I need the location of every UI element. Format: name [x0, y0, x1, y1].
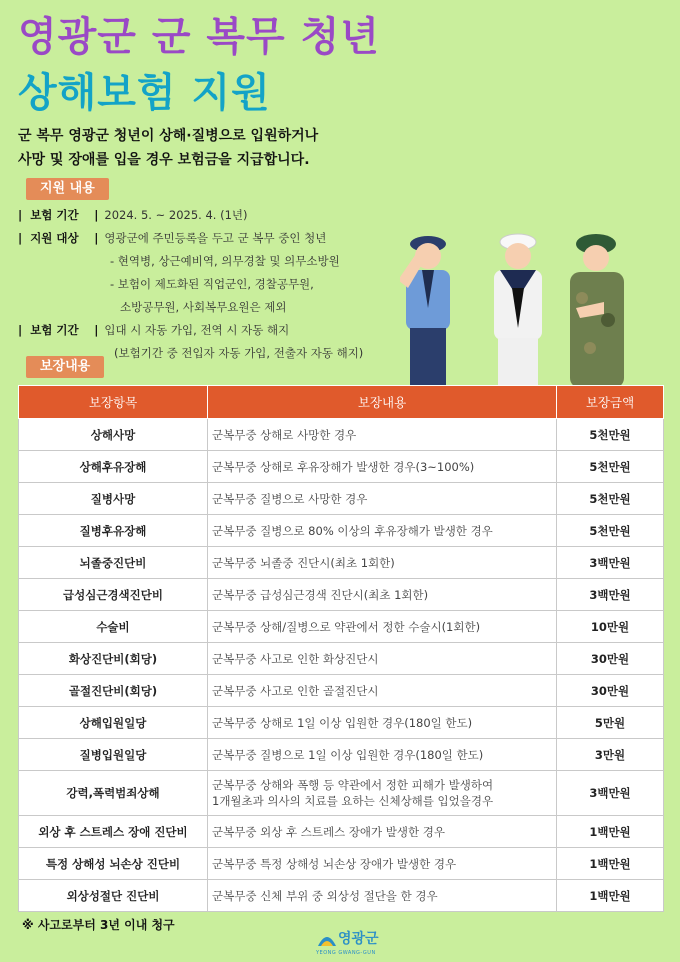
- bullet-bar: |: [18, 323, 23, 337]
- coverage-desc: 군복무중 질병으로 1일 이상 입원한 경우(180일 한도): [208, 739, 557, 771]
- table-row: [19, 707, 664, 739]
- county-logo: [316, 924, 396, 958]
- intro-line2: 사망 및 장애를 입을 경우 보험금을 지급합니다.: [18, 152, 310, 168]
- coverage-item: 뇌졸중진단비: [19, 547, 208, 579]
- coverage-amount: 30만원: [557, 643, 664, 675]
- coverage-desc: 군복무중 상해로 사망한 경우: [208, 419, 557, 451]
- target-key: 지원 대상: [30, 231, 79, 245]
- coverage-item: 외상성절단 진단비: [19, 880, 208, 912]
- table-row: [19, 451, 664, 483]
- coverage-desc: 군복무중 사고로 인한 화상진단시: [208, 643, 557, 675]
- coverage-amount: 30만원: [557, 675, 664, 707]
- coverage-desc: 군복무중 질병으로 사망한 경우: [208, 483, 557, 515]
- coverage-amount: 5만원: [557, 707, 664, 739]
- join-key: 보험 기간: [30, 323, 79, 337]
- coverage-item: 상해입원일당: [19, 707, 208, 739]
- coverage-desc: 군복무중 급성심근경색 진단시(최초 1회한): [208, 579, 557, 611]
- coverage-table: [18, 385, 664, 912]
- coverage-desc: 군복무중 상해/질병으로 약관에서 정한 수술시(1회한): [208, 611, 557, 643]
- table-row: [19, 675, 664, 707]
- coverage-desc: 군복무중 특정 상해성 뇌손상 장애가 발생한 경우: [208, 848, 557, 880]
- army-figure: [570, 234, 624, 388]
- coverage-desc: 군복무중 사고로 인한 골절진단시: [208, 675, 557, 707]
- coverage-item: 상해후유장해: [19, 451, 208, 483]
- coverage-desc: 군복무중 상해로 후유장해가 발생한 경우(3~100%): [208, 451, 557, 483]
- coverage-amount: 1백만원: [557, 880, 664, 912]
- table-row: [19, 611, 664, 643]
- table-row: [19, 419, 664, 451]
- logo-name: 영광군: [338, 931, 379, 947]
- header-item: 보장항목: [19, 386, 208, 419]
- logo-eng: YEONG GWANG-GUN: [316, 950, 376, 956]
- coverage-item: 급성심근경색진단비: [19, 579, 208, 611]
- coverage-item: 질병후유장해: [19, 515, 208, 547]
- period-value: 2024. 5. ~ 2025. 4. (1년): [104, 208, 248, 222]
- coverage-item: 특정 상해성 뇌손상 진단비: [19, 848, 208, 880]
- target-value: 영광군에 주민등록을 두고 군 복무 중인 청년: [104, 231, 327, 245]
- coverage-amount: 3만원: [557, 739, 664, 771]
- coverage-item: 외상 후 스트레스 장애 진단비: [19, 816, 208, 848]
- page-title-line1: 영광군 군 복무 청년: [18, 14, 380, 60]
- coverage-item: 화상진단비(회당): [19, 643, 208, 675]
- table-row: [19, 771, 664, 816]
- support-info: [18, 204, 363, 365]
- coverage-item: 질병사망: [19, 483, 208, 515]
- support-section-tag: 지원 내용: [26, 178, 109, 200]
- coverage-item: 골절진단비(회당): [19, 675, 208, 707]
- coverage-amount: 1백만원: [557, 848, 664, 880]
- coverage-desc: [208, 771, 557, 816]
- table-row: [19, 643, 664, 675]
- coverage-item: 질병입원일당: [19, 739, 208, 771]
- target-sub1: - 현역병, 상근예비역, 의무경찰 및 의무소방원: [110, 254, 340, 268]
- coverage-desc-line2: 1개월초과 의사의 치료를 요하는 신체상해를 입었을경우: [212, 794, 494, 808]
- page-title-line2: 상해보험 지원: [18, 70, 271, 116]
- header-desc: 보장내용: [208, 386, 557, 419]
- coverage-amount: 5천만원: [557, 483, 664, 515]
- claim-note: ※ 사고로부터 3년 이내 청구: [22, 918, 175, 932]
- coverage-amount: 3백만원: [557, 579, 664, 611]
- coverage-amount: 10만원: [557, 611, 664, 643]
- coverage-desc: 군복무중 상해로 1일 이상 입원한 경우(180일 한도): [208, 707, 557, 739]
- coverage-desc: 군복무중 신체 부위 중 외상성 절단을 한 경우: [208, 880, 557, 912]
- separator-bar: |: [94, 208, 99, 222]
- join-paren: (보험기간 중 전입자 자동 가입, 전출자 자동 해지): [114, 346, 364, 360]
- table-row: [19, 483, 664, 515]
- period-key: 보험 기간: [30, 208, 79, 222]
- coverage-desc: 군복무중 뇌졸중 진단시(최초 1회한): [208, 547, 557, 579]
- header-amount: 보장금액: [557, 386, 664, 419]
- table-row: [19, 547, 664, 579]
- table-row: [19, 739, 664, 771]
- separator-bar: |: [94, 323, 99, 337]
- target-sub2: - 보험이 제도화된 직업군인, 경찰공무원,: [110, 277, 314, 291]
- table-row: [19, 515, 664, 547]
- coverage-item: 수술비: [19, 611, 208, 643]
- soldiers-illustration: [400, 228, 640, 388]
- bullet-bar: |: [18, 208, 23, 222]
- target-sub3: 소방공무원, 사회복무요원은 제외: [120, 300, 287, 314]
- coverage-amount: 5천만원: [557, 419, 664, 451]
- coverage-desc: 군복무중 외상 후 스트레스 장애가 발생한 경우: [208, 816, 557, 848]
- table-row: [19, 816, 664, 848]
- sailor-figure: [494, 234, 542, 388]
- separator-bar: |: [94, 231, 99, 245]
- police-figure: [400, 236, 450, 388]
- table-row: [19, 848, 664, 880]
- coverage-desc: 군복무중 질병으로 80% 이상의 후유장해가 발생한 경우: [208, 515, 557, 547]
- coverage-amount: 5천만원: [557, 515, 664, 547]
- intro-text: [18, 124, 318, 172]
- table-header-row: [19, 386, 664, 419]
- bullet-bar: |: [18, 231, 23, 245]
- table-row: [19, 579, 664, 611]
- coverage-item: 강력,폭력범죄상해: [19, 771, 208, 816]
- join-value: 입대 시 자동 가입, 전역 시 자동 해지: [104, 323, 290, 337]
- coverage-amount: 3백만원: [557, 771, 664, 816]
- intro-line1: 군 복무 영광군 청년이 상해·질병으로 입원하거나: [18, 128, 319, 144]
- coverage-amount: 5천만원: [557, 451, 664, 483]
- coverage-item: 상해사망: [19, 419, 208, 451]
- table-row: [19, 880, 664, 912]
- coverage-amount: 3백만원: [557, 547, 664, 579]
- coverage-amount: 1백만원: [557, 816, 664, 848]
- coverage-section-tag: 보장내용: [26, 356, 104, 378]
- coverage-desc-line1: 군복무중 상해와 폭행 등 약관에서 정한 피해가 발생하여: [212, 778, 494, 792]
- logo-mark-icon: [316, 926, 338, 950]
